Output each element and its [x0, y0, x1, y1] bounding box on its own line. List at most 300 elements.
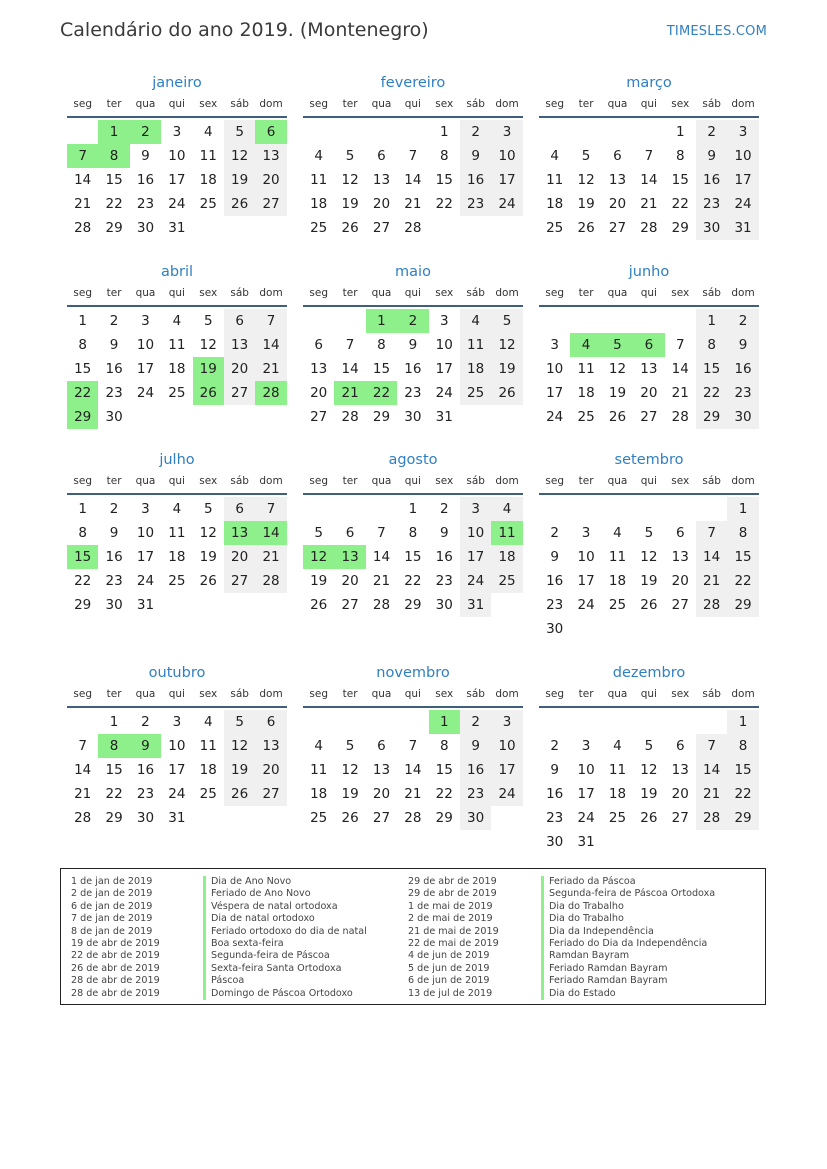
- weekday-label: ter: [106, 688, 122, 700]
- calendar-day: 10: [727, 144, 758, 168]
- calendar-day: 23: [105, 385, 123, 401]
- weekday-label: qua: [371, 475, 392, 487]
- weekday-label: qua: [371, 98, 392, 110]
- calendar-day: 21: [696, 782, 727, 806]
- calendar-day: 16: [435, 549, 453, 565]
- calendar-day: 23: [460, 782, 491, 806]
- calendar-day: 26: [224, 192, 255, 216]
- calendar-day: 8: [439, 738, 449, 754]
- empty-cell: [67, 120, 98, 144]
- calendar-day: 15: [105, 172, 123, 188]
- calendar-day: 26: [640, 810, 658, 826]
- calendar-day: 6: [345, 525, 355, 541]
- calendar-day: 21: [404, 196, 422, 212]
- calendar-day: 4: [314, 148, 323, 164]
- calendar-day: 19: [608, 385, 627, 401]
- calendar-day: 2: [550, 525, 559, 541]
- calendar-day: 24: [168, 196, 186, 212]
- calendar-day: 8: [377, 337, 386, 353]
- calendar-day: 29: [727, 806, 758, 830]
- calendar-day: 23: [105, 573, 123, 589]
- weekday-label: dom: [731, 475, 755, 487]
- empty-cell: [665, 830, 696, 854]
- calendar-day: 10: [136, 525, 155, 541]
- weekday-label: qua: [607, 688, 628, 700]
- month-name: julho: [159, 452, 195, 468]
- calendar-day: 8: [439, 148, 449, 164]
- empty-cell: [633, 309, 664, 333]
- holiday-day: 26: [193, 381, 224, 405]
- weekday-label: sex: [435, 287, 454, 299]
- calendar-day: 18: [546, 196, 564, 212]
- holiday-day: 1: [429, 710, 460, 734]
- calendar-day: 1: [727, 710, 758, 734]
- empty-cell: [570, 617, 601, 641]
- calendar-day: 10: [491, 734, 522, 758]
- calendar-day: 17: [460, 545, 491, 569]
- empty-cell: [570, 120, 601, 144]
- empty-cell: [429, 216, 460, 240]
- empty-cell: [602, 120, 633, 144]
- calendar-day: 28: [74, 220, 92, 236]
- weekday-label: qua: [607, 98, 628, 110]
- calendar-day: 13: [372, 762, 391, 778]
- calendar-day: 30: [696, 216, 727, 240]
- weekday-header: [67, 283, 287, 303]
- calendar-day: 15: [435, 762, 453, 778]
- legend-holiday-name: Páscoa: [203, 975, 367, 987]
- legend-date: 22 de mai de 2019: [408, 938, 499, 950]
- weekday-label: sex: [671, 688, 690, 700]
- weekday-label: ter: [578, 688, 594, 700]
- empty-cell: [570, 309, 601, 333]
- calendar-day: 8: [727, 734, 758, 758]
- holiday-day: 9: [130, 734, 161, 758]
- holiday-day: 15: [67, 545, 98, 569]
- empty-cell: [602, 497, 633, 521]
- calendar-day: 3: [550, 337, 559, 353]
- weekday-label: qua: [135, 287, 156, 299]
- legend-date: 28 de abr de 2019: [71, 975, 160, 987]
- weekday-label: sáb: [230, 98, 249, 110]
- calendar-day: 30: [460, 806, 491, 830]
- calendar-day: 16: [404, 361, 422, 377]
- holiday-day: 12: [303, 545, 334, 569]
- calendar-day: 10: [577, 762, 595, 778]
- calendar-day: 11: [199, 148, 217, 164]
- empty-cell: [727, 617, 758, 641]
- legend-holiday-name: Segunda-feira de Páscoa Ortodoxa: [541, 888, 715, 900]
- legend-date: 19 de abr de 2019: [71, 938, 160, 950]
- holiday-day: 22: [67, 381, 98, 405]
- calendar-day: 10: [460, 521, 491, 545]
- legend-date: 2 de jan de 2019: [71, 888, 153, 900]
- header-rule: [303, 493, 523, 495]
- calendar-day: 8: [675, 148, 685, 164]
- calendar-day: 15: [727, 545, 758, 569]
- empty-cell: [602, 710, 633, 734]
- calendar-day: 14: [404, 762, 422, 778]
- empty-cell: [334, 710, 365, 734]
- holiday-day: 28: [255, 381, 286, 405]
- calendar-day: 31: [435, 409, 453, 425]
- calendar-day: 3: [172, 714, 182, 730]
- month-name: junho: [628, 264, 670, 280]
- calendar-day: 8: [78, 337, 87, 353]
- calendar-day: 27: [372, 810, 391, 826]
- calendar-day: 16: [460, 758, 491, 782]
- calendar-day: 30: [435, 597, 453, 613]
- calendar-day: 4: [172, 501, 182, 517]
- calendar-day: 29: [435, 810, 453, 826]
- calendar-day: 20: [671, 573, 689, 589]
- weekday-label: qua: [135, 688, 156, 700]
- empty-cell: [67, 710, 98, 734]
- holiday-day: 8: [98, 144, 129, 168]
- calendar-day: 3: [439, 313, 449, 329]
- weekday-label: dom: [731, 287, 755, 299]
- calendar-day: 5: [345, 148, 355, 164]
- calendar-day: 13: [671, 762, 689, 778]
- calendar-day: 24: [435, 385, 453, 401]
- calendar-day: 9: [109, 337, 119, 353]
- calendar-day: 25: [310, 220, 328, 236]
- holiday-day: 2: [130, 120, 161, 144]
- empty-cell: [539, 497, 570, 521]
- weekday-label: sáb: [230, 287, 249, 299]
- calendar-day: 4: [613, 525, 622, 541]
- site-link[interactable]: TIMESLES.COM: [666, 24, 767, 39]
- weekday-label: qui: [640, 98, 657, 110]
- calendar-day: 27: [671, 597, 689, 613]
- month-maio: [303, 261, 523, 429]
- calendar-day: 15: [671, 172, 689, 188]
- legend-holiday-name: Véspera de natal ortodoxa: [203, 901, 367, 913]
- empty-cell: [161, 593, 192, 617]
- month-junho: [539, 261, 759, 429]
- calendar-day: 17: [168, 172, 186, 188]
- calendar-day: 8: [727, 521, 758, 545]
- calendar-day: 7: [377, 525, 386, 541]
- weekday-label: sex: [671, 287, 690, 299]
- calendar-day: 30: [136, 220, 155, 236]
- holiday-day: 14: [255, 521, 286, 545]
- month-outubro: [67, 662, 287, 830]
- day-grid: [303, 497, 523, 617]
- empty-cell: [727, 830, 758, 854]
- calendar-day: 23: [136, 196, 155, 212]
- calendar-day: 15: [372, 361, 391, 377]
- month-julho: [67, 449, 287, 617]
- calendar-day: 2: [439, 501, 449, 517]
- weekday-label: qua: [607, 287, 628, 299]
- legend-date: 26 de abr de 2019: [71, 962, 160, 974]
- day-grid: [303, 120, 523, 240]
- weekday-header: [539, 684, 759, 704]
- page-title: Calendário do ano 2019. (Montenegro): [60, 19, 429, 41]
- calendar-day: 30: [727, 405, 758, 429]
- empty-cell: [224, 593, 255, 617]
- calendar-day: 20: [608, 196, 627, 212]
- calendar-day: 16: [105, 361, 123, 377]
- calendar-day: 23: [546, 597, 564, 613]
- legend-date: 8 de jan de 2019: [71, 925, 153, 937]
- header-rule: [539, 116, 759, 118]
- calendar-day: 17: [168, 762, 186, 778]
- month-março: [539, 72, 759, 240]
- calendar-day: 3: [460, 497, 491, 521]
- empty-cell: [366, 497, 397, 521]
- calendar-day: 6: [224, 497, 255, 521]
- calendar-day: 9: [460, 734, 491, 758]
- empty-cell: [224, 216, 255, 240]
- calendar-day: 23: [460, 192, 491, 216]
- weekday-label: ter: [106, 475, 122, 487]
- legend-date: 28 de abr de 2019: [71, 987, 160, 999]
- weekday-label: qui: [168, 98, 185, 110]
- calendar-day: 17: [577, 786, 595, 802]
- calendar-day: 12: [199, 337, 217, 353]
- calendar-day: 6: [314, 337, 323, 353]
- weekday-label: sáb: [466, 475, 485, 487]
- calendar-day: 26: [341, 220, 359, 236]
- calendar-day: 24: [577, 810, 595, 826]
- calendar-day: 18: [310, 196, 328, 212]
- calendar-day: 29: [404, 597, 422, 613]
- calendar-day: 2: [696, 120, 727, 144]
- legend-holiday-name: Sexta-feira Santa Ortodoxa: [203, 963, 367, 975]
- calendar-day: 25: [310, 810, 328, 826]
- calendar-day: 2: [550, 738, 559, 754]
- weekday-label: ter: [578, 475, 594, 487]
- calendar-day: 18: [199, 172, 217, 188]
- empty-cell: [665, 617, 696, 641]
- header-rule: [303, 116, 523, 118]
- calendar-day: 11: [577, 361, 595, 377]
- calendar-day: 23: [696, 192, 727, 216]
- calendar-day: 5: [224, 710, 255, 734]
- empty-cell: [633, 710, 664, 734]
- calendar-day: 29: [727, 593, 758, 617]
- legend-date: 29 de abr de 2019: [408, 876, 497, 887]
- legend-holiday-name: Feriado de Ano Novo: [203, 888, 367, 900]
- calendar-day: 1: [439, 124, 449, 140]
- calendar-day: 28: [671, 409, 689, 425]
- calendar-day: 3: [141, 501, 150, 517]
- legend-holiday-name: Dia do Trabalho: [541, 901, 715, 913]
- calendar-day: 25: [168, 385, 186, 401]
- header-rule: [303, 305, 523, 307]
- weekday-label: sex: [435, 98, 454, 110]
- weekday-label: dom: [259, 98, 283, 110]
- legend-date: 21 de mai de 2019: [408, 925, 499, 937]
- calendar-day: 20: [640, 385, 658, 401]
- weekday-label: ter: [342, 475, 358, 487]
- calendar-day: 26: [640, 597, 658, 613]
- calendar-day: 3: [727, 120, 758, 144]
- calendar-day: 28: [696, 593, 727, 617]
- weekday-label: seg: [309, 98, 328, 110]
- weekday-label: qui: [640, 287, 657, 299]
- month-agosto: [303, 449, 523, 617]
- weekday-label: seg: [73, 475, 92, 487]
- calendar-day: 28: [372, 597, 391, 613]
- empty-cell: [334, 309, 365, 333]
- empty-cell: [130, 405, 161, 429]
- holiday-day: 8: [98, 734, 129, 758]
- calendar-day: 22: [105, 196, 123, 212]
- legend-left-names: [203, 876, 367, 1000]
- calendar-day: 17: [491, 758, 522, 782]
- calendar-day: 7: [408, 148, 418, 164]
- weekday-label: seg: [73, 98, 92, 110]
- calendar-day: 10: [168, 738, 186, 754]
- calendar-day: 4: [460, 309, 491, 333]
- calendar-day: 25: [199, 786, 217, 802]
- calendar-day: 14: [696, 758, 727, 782]
- calendar-day: 3: [491, 120, 522, 144]
- holiday-day: 2: [397, 309, 428, 333]
- weekday-label: seg: [309, 287, 328, 299]
- legend-date: 1 de jan de 2019: [71, 876, 153, 887]
- weekday-label: qua: [371, 688, 392, 700]
- calendar-day: 18: [608, 786, 627, 802]
- calendar-day: 7: [696, 734, 727, 758]
- month-name: fevereiro: [380, 75, 446, 91]
- empty-cell: [366, 710, 397, 734]
- legend-holiday-name: Feriado ortodoxo do dia de natal: [203, 926, 367, 938]
- holiday-day: 4: [570, 333, 601, 357]
- calendar-day: 21: [671, 385, 689, 401]
- calendar-day: 5: [203, 501, 213, 517]
- calendar-day: 16: [696, 168, 727, 192]
- weekday-label: sex: [199, 688, 218, 700]
- legend-holiday-name: Segunda-feira de Páscoa: [203, 950, 367, 962]
- calendar-day: 2: [109, 313, 119, 329]
- calendar-day: 20: [372, 196, 391, 212]
- weekday-label: ter: [578, 98, 594, 110]
- calendar-day: 22: [727, 569, 758, 593]
- legend-date: 2 de mai de 2019: [408, 913, 493, 925]
- calendar-day: 17: [546, 385, 564, 401]
- calendar-day: 1: [109, 714, 119, 730]
- legend-date: 5 de jun de 2019: [408, 962, 490, 974]
- calendar-day: 21: [404, 786, 422, 802]
- calendar-day: 20: [372, 786, 391, 802]
- weekday-label: sáb: [230, 688, 249, 700]
- calendar-day: 1: [78, 313, 87, 329]
- calendar-day: 5: [644, 738, 654, 754]
- weekday-header: [303, 283, 523, 303]
- calendar-day: 12: [199, 525, 217, 541]
- calendar-day: 11: [168, 525, 186, 541]
- calendar-day: 31: [727, 216, 758, 240]
- empty-cell: [193, 593, 224, 617]
- empty-cell: [303, 309, 334, 333]
- calendar-day: 23: [136, 786, 155, 802]
- calendar-day: 2: [460, 710, 491, 734]
- calendar-day: 29: [74, 597, 92, 613]
- empty-cell: [491, 806, 522, 830]
- weekday-label: sex: [671, 98, 690, 110]
- legend-date: 6 de jan de 2019: [71, 900, 153, 912]
- empty-cell: [665, 710, 696, 734]
- calendar-day: 19: [577, 196, 595, 212]
- weekday-label: qua: [607, 475, 628, 487]
- calendar-day: 13: [224, 333, 255, 357]
- calendar-day: 22: [696, 381, 727, 405]
- weekday-label: dom: [731, 98, 755, 110]
- month-dezembro: [539, 662, 759, 854]
- weekday-label: dom: [259, 688, 283, 700]
- weekday-label: dom: [495, 688, 519, 700]
- calendar-day: 24: [136, 385, 155, 401]
- month-setembro: [539, 449, 759, 641]
- calendar-day: 29: [372, 409, 391, 425]
- weekday-header: [303, 471, 523, 491]
- calendar-day: 30: [136, 810, 155, 826]
- day-grid: [539, 497, 759, 641]
- calendar-day: 27: [640, 409, 658, 425]
- calendar-day: 5: [314, 525, 323, 541]
- calendar-day: 6: [377, 738, 386, 754]
- empty-cell: [602, 830, 633, 854]
- empty-cell: [397, 120, 428, 144]
- calendar-day: 6: [675, 738, 685, 754]
- weekday-label: sáb: [702, 688, 721, 700]
- calendar-day: 26: [491, 381, 522, 405]
- calendar-day: 22: [435, 786, 453, 802]
- day-grid: [67, 497, 287, 617]
- legend-holiday-name: Dia da Independência: [541, 926, 715, 938]
- calendar-day: 11: [168, 337, 186, 353]
- legend-holiday-name: Ramdan Bayram: [541, 950, 715, 962]
- empty-cell: [696, 710, 727, 734]
- weekday-label: sáb: [702, 475, 721, 487]
- calendar-day: 22: [74, 573, 92, 589]
- calendar-day: 14: [671, 361, 689, 377]
- calendar-day: 14: [255, 333, 286, 357]
- weekday-label: seg: [73, 287, 92, 299]
- calendar-day: 26: [224, 782, 255, 806]
- weekday-label: qui: [640, 688, 657, 700]
- calendar-day: 12: [341, 762, 359, 778]
- calendar-day: 14: [640, 172, 658, 188]
- calendar-day: 12: [341, 172, 359, 188]
- empty-cell: [633, 120, 664, 144]
- weekday-label: sáb: [466, 688, 485, 700]
- month-novembro: [303, 662, 523, 830]
- calendar-day: 17: [136, 361, 155, 377]
- empty-cell: [665, 497, 696, 521]
- weekday-label: seg: [545, 98, 564, 110]
- calendar-day: 1: [696, 309, 727, 333]
- calendar-day: 25: [168, 573, 186, 589]
- weekday-label: ter: [106, 287, 122, 299]
- calendar-day: 27: [224, 569, 255, 593]
- calendar-day: 18: [460, 357, 491, 381]
- holiday-day: 7: [67, 144, 98, 168]
- calendar-day: 25: [608, 597, 627, 613]
- calendar-day: 7: [675, 337, 685, 353]
- holiday-day: 13: [224, 521, 255, 545]
- empty-cell: [161, 405, 192, 429]
- month-fevereiro: [303, 72, 523, 240]
- calendar-day: 16: [546, 786, 564, 802]
- day-grid: [67, 120, 287, 240]
- calendar-day: 11: [460, 333, 491, 357]
- calendar-day: 27: [224, 381, 255, 405]
